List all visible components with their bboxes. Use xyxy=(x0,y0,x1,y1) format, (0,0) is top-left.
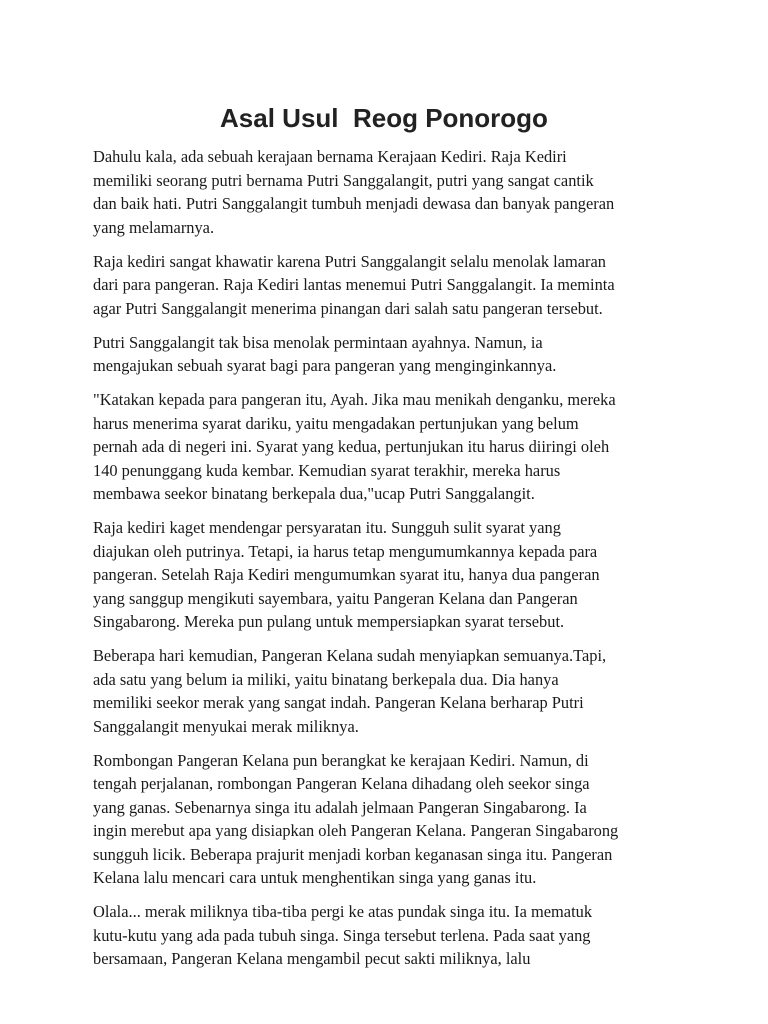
paragraph-line: kutu-kutu yang ada pada tubuh singa. Singa tersebut terlena. Pada saat yang xyxy=(93,925,591,945)
paragraph-line: Kelana lalu mencari cara untuk menghentikan singa yang ganas itu. xyxy=(93,868,537,887)
paragraph-line: Dahulu kala, ada sebuah kerajaan bernama Kerajaan Kediri. Raja Kediri xyxy=(93,147,567,166)
paragraph-line: ingin merebut apa yang disiapkan oleh Pangeran Kelana. Pangeran Singabarong xyxy=(93,821,619,840)
paragraph-line: agar Putri Sanggalangit menerima pinangan dari salah satu pangeran tersebut. xyxy=(93,298,603,318)
paragraph-line: dan baik hati. Putri Sanggalangit tumbuh menjadi dewasa dan banyak pangeran xyxy=(93,194,615,213)
paragraph-line: pernah ada di negeri ini. Syarat yang kedua, pertunjukan itu harus diiringi oleh xyxy=(93,437,610,456)
paragraph-line: yang ganas. Sebenarnya singa itu adalah jelmaan Pangeran Singabarong. Ia xyxy=(93,797,587,817)
paragraph-line: Putri Sanggalangit tak bisa menolak permintaan ayahnya. Namun, ia xyxy=(93,332,543,352)
paragraph xyxy=(93,516,683,634)
paragraph xyxy=(93,388,683,506)
document-title: Asal Usul Reog Ponorogo xyxy=(220,103,548,133)
paragraph-line: 140 penunggang kuda kembar. Kemudian syarat terakhir, mereka harus xyxy=(93,460,561,480)
document-body xyxy=(93,145,683,981)
paragraph xyxy=(93,250,683,321)
paragraph xyxy=(93,331,683,378)
paragraph-line: memiliki seorang putri bernama Putri Sanggalangit, putri yang sangat cantik xyxy=(93,170,594,190)
paragraph-line: harus menerima syarat dariku, yaitu mengadakan pertunjukan yang belum xyxy=(93,413,579,433)
paragraph-line: Rombongan Pangeran Kelana pun berangkat ke kerajaan Kediri. Namun, di xyxy=(93,750,589,770)
paragraph xyxy=(93,644,683,738)
paragraph-line: bersamaan, Pangeran Kelana mengambil pecut sakti miliknya, lalu xyxy=(93,949,531,968)
paragraph-line: Sanggalangit menyukai merak miliknya. xyxy=(93,716,359,736)
paragraph-line: Raja kediri sangat khawatir karena Putri Sanggalangit selalu menolak lamaran xyxy=(93,251,606,271)
paragraph-line: pangeran. Setelah Raja Kediri mengumumkan syarat itu, hanya dua pangeran xyxy=(93,565,600,584)
paragraph-line: ada satu yang belum ia miliki, yaitu binatang berkepala dua. Dia hanya xyxy=(93,669,559,689)
paragraph-line: Raja kediri kaget mendengar persyaratan itu. Sungguh sulit syarat yang xyxy=(93,518,561,537)
paragraph-line: yang sanggup mengikuti sayembara, yaitu Pangeran Kelana dan Pangeran xyxy=(93,588,578,608)
paragraph-line: sungguh licik. Beberapa prajurit menjadi korban keganasan singa itu. Pangeran xyxy=(93,844,613,864)
paragraph-line: tengah perjalanan, rombongan Pangeran Kelana dihadang oleh seekor singa xyxy=(93,774,590,793)
paragraph-line: Singabarong. Mereka pun pulang untuk mempersiapkan syarat tersebut. xyxy=(93,612,565,631)
paragraph-line: yang melamarnya. xyxy=(93,217,215,237)
paragraph-line: memiliki seekor merak yang sangat indah. Pangeran Kelana berharap Putri xyxy=(93,693,584,712)
paragraph-line: membawa seekor binatang berkepala dua,"ucap Putri Sanggalangit. xyxy=(93,484,535,503)
paragraph xyxy=(93,145,683,239)
paragraph-line: Olala... merak miliknya tiba-tiba pergi ke atas pundak singa itu. Ia mematuk xyxy=(93,902,593,921)
paragraph-line: mengajukan sebuah syarat bagi para pangeran yang menginginkannya. xyxy=(93,356,557,375)
paragraph-line: diajukan oleh putrinya. Tetapi, ia harus tetap mengumumkannya kepada para xyxy=(93,541,598,561)
paragraph-line: dari para pangeran. Raja Kediri lantas menemui Putri Sanggalangit. Ia meminta xyxy=(93,275,615,294)
paragraph xyxy=(93,749,683,890)
paragraph-line: Beberapa hari kemudian, Pangeran Kelana sudah menyiapkan semuanya.Tapi, xyxy=(93,646,607,665)
paragraph xyxy=(93,900,683,971)
paragraph-line: "Katakan kepada para pangeran itu, Ayah. Jika mau menikah denganku, mereka xyxy=(93,390,616,409)
